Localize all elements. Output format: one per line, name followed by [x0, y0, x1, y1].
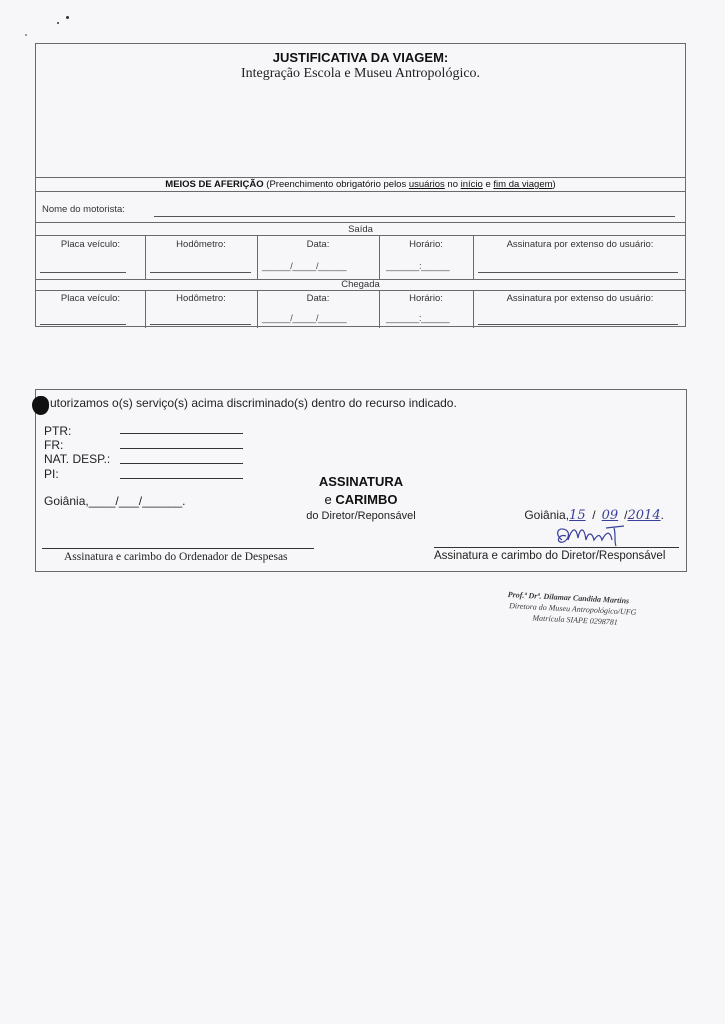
- travel-justification-form: [35, 43, 686, 327]
- departure-odometer-field[interactable]: [150, 272, 251, 273]
- arrival-time-label: Horário:: [409, 293, 443, 304]
- stamp-position: Diretora do Museu Antropológico/UFG: [508, 601, 637, 617]
- divider: [36, 290, 685, 291]
- ptr-label: PTR:: [44, 424, 72, 438]
- pi-label: PI:: [44, 467, 59, 481]
- departure-plate-label: Placa veículo:: [60, 239, 121, 250]
- departure-label: Saída: [348, 224, 373, 235]
- arrival-odometer-field[interactable]: [150, 324, 251, 325]
- divider: [36, 177, 685, 178]
- fr-field[interactable]: [120, 448, 243, 449]
- divider: [36, 222, 685, 223]
- scan-specks: [50, 12, 80, 42]
- fr-label: FR:: [44, 438, 64, 452]
- driver-name-field[interactable]: [154, 216, 675, 217]
- driver-label: Nome do motorista:: [42, 204, 125, 215]
- director-stamp: [506, 589, 658, 630]
- authorization-box: [35, 389, 687, 572]
- right-year: 2014: [627, 508, 661, 523]
- signature-stamp-title: ASSINATURA: [318, 474, 404, 489]
- signature-stamp-subtitle: e CARIMBO: [324, 492, 398, 507]
- arrival-time-field[interactable]: _______:______: [386, 313, 450, 323]
- arrival-signature-field[interactable]: [478, 324, 678, 325]
- arrival-plate-field[interactable]: [40, 324, 126, 325]
- justification-title: JUSTIFICATIVA DA VIAGEM:: [272, 50, 449, 65]
- arrival-date-label: Data:: [306, 293, 330, 304]
- measurement-header: MEIOS DE AFERIÇÃO (Preenchimento obrigatório pelos usuários no início e fim da viagem): [165, 179, 556, 190]
- left-date-field[interactable]: Goiânia,____/___/______.: [44, 494, 186, 508]
- director-signature-field[interactable]: [434, 547, 679, 548]
- arrival-date-field[interactable]: ______/_____/______: [262, 313, 347, 323]
- arrival-label: Chegada: [341, 279, 380, 290]
- departure-signature-label: Assinatura por extenso do usuário:: [506, 239, 654, 250]
- ptr-field[interactable]: [120, 433, 243, 434]
- right-date: Goiânia,15 / 09 /2014.: [524, 508, 664, 523]
- arrival-plate-label: Placa veículo:: [60, 293, 121, 304]
- right-city: Goiânia,: [524, 508, 570, 522]
- nat-desp-label: NAT. DESP.:: [44, 452, 111, 466]
- arrival-signature-label: Assinatura por extenso do usuário:: [506, 293, 654, 304]
- departure-time-field[interactable]: _______:______: [386, 261, 450, 271]
- departure-date-field[interactable]: ______/_____/______: [262, 261, 347, 271]
- right-month: 09: [601, 508, 619, 523]
- departure-odometer-label: Hodômetro:: [176, 239, 226, 250]
- departure-time-label: Horário:: [409, 239, 443, 250]
- arrival-odometer-label: Hodômetro:: [176, 293, 226, 304]
- director-role-label: do Diretor/Reponsável: [306, 510, 416, 522]
- right-day: 15: [569, 508, 586, 523]
- ink-blot: [32, 396, 49, 415]
- departure-date-label: Data:: [306, 239, 330, 250]
- stamp-registration: Matrícula SIAPE 0298781: [532, 613, 618, 627]
- ordinator-signature-field[interactable]: [42, 548, 314, 549]
- nat-desp-field[interactable]: [120, 463, 243, 464]
- departure-plate-field[interactable]: [40, 272, 126, 273]
- pi-field[interactable]: [120, 478, 243, 479]
- divider: [36, 191, 685, 192]
- director-signature-icon: [544, 520, 644, 554]
- authorization-statement: utorizamos o(s) serviço(s) acima discriminado(s) dentro do recurso indicado.: [50, 396, 457, 410]
- departure-signature-field[interactable]: [478, 272, 678, 273]
- stamp-name: Prof.ª Drª. Dilamar Candida Martins: [507, 589, 630, 606]
- director-signature-label: Assinatura e carimbo do Diretor/Responsável: [434, 550, 666, 562]
- justification-description: Integração Escola e Museu Antropológico.: [240, 66, 481, 81]
- divider: [36, 235, 685, 236]
- ordinator-signature-label: Assinatura e carimbo do Ordenador de Despesas: [64, 551, 288, 563]
